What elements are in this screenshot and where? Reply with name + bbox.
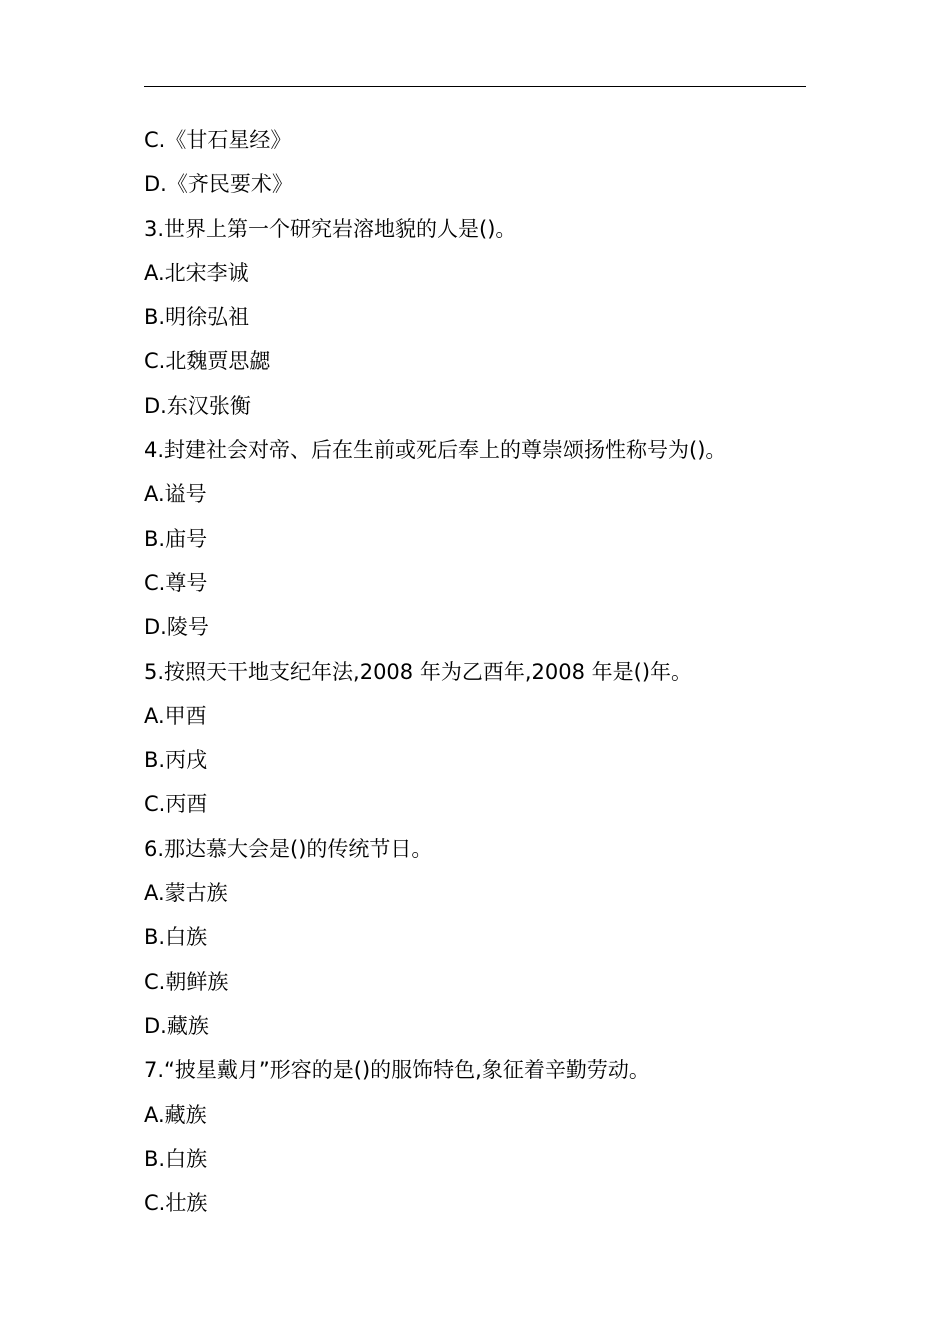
question-4: 4.封建社会对帝、后在生前或死后奉上的尊崇颂扬性称号为()。 xyxy=(144,438,727,463)
option-d-q3: D.东汉张衡 xyxy=(144,393,251,418)
header-rule xyxy=(144,86,806,87)
option-a-q4: A.谥号 xyxy=(144,482,207,507)
option-a-q6: A.蒙古族 xyxy=(144,881,228,906)
question-7: 7.“披星戴月”形容的是()的服饰特色,象征着辛勤劳动。 xyxy=(144,1058,650,1083)
question-3: 3.世界上第一个研究岩溶地貌的人是()。 xyxy=(144,216,517,241)
option-d-q6: D.藏族 xyxy=(144,1013,209,1038)
option-c-q6: C.朝鲜族 xyxy=(144,969,229,994)
option-c-q4: C.尊号 xyxy=(144,570,208,595)
option-d-q2: D.《齐民要术》 xyxy=(144,172,293,197)
option-a-q3: A.北宋李诚 xyxy=(144,260,249,285)
question-5: 5.按照天干地支纪年法,2008 年为乙酉年,2008 年是()年。 xyxy=(144,659,693,684)
option-b-q6: B.白族 xyxy=(144,925,208,950)
option-c-q3: C.北魏贾思勰 xyxy=(144,349,271,374)
option-a-q7: A.藏族 xyxy=(144,1102,207,1127)
option-c-q5: C.丙酉 xyxy=(144,792,208,817)
option-c-q7: C.壮族 xyxy=(144,1191,208,1216)
question-6: 6.那达慕大会是()的传统节日。 xyxy=(144,836,433,861)
option-c-q2: C.《甘石星经》 xyxy=(144,128,292,152)
option-b-q7: B.白族 xyxy=(144,1146,208,1171)
option-d-q4: D.陵号 xyxy=(144,615,209,640)
option-b-q3: B.明徐弘祖 xyxy=(144,305,250,330)
option-b-q4: B.庙号 xyxy=(144,526,208,551)
option-b-q5: B.丙戌 xyxy=(144,748,208,773)
option-a-q5: A.甲酉 xyxy=(144,703,207,728)
document-body xyxy=(144,123,806,1230)
